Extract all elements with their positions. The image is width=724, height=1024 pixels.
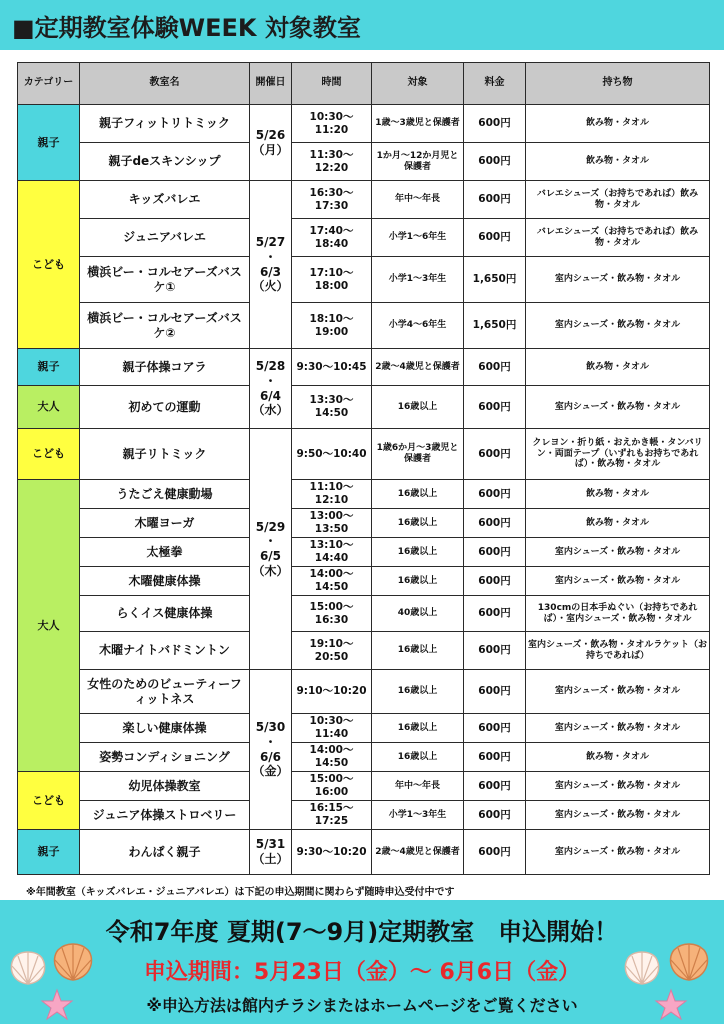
fee-cell: 600円 xyxy=(464,429,526,480)
date-cell-mon xyxy=(250,105,292,181)
class-name: 親子リトミック xyxy=(80,429,250,480)
date-dot: ・ xyxy=(264,373,277,388)
class-name: 親子フィットリトミック xyxy=(80,105,250,143)
target-cell: 2歳～4歳児と保護者 xyxy=(372,349,464,386)
weekday: （月） xyxy=(252,142,289,157)
target-cell: 16歳以上 xyxy=(372,538,464,567)
class-name: 幼児体操教室 xyxy=(80,772,250,801)
items-cell: 飲み物・タオル xyxy=(526,143,710,181)
target-cell: 16歳以上 xyxy=(372,509,464,538)
header-items: 持ち物 xyxy=(526,63,710,105)
date: 6/6 xyxy=(259,749,282,764)
date-cell-sat xyxy=(250,830,292,875)
date-dot: ・ xyxy=(264,734,277,749)
time-cell: 14:00～14:50 xyxy=(292,743,372,772)
fee-cell: 600円 xyxy=(464,509,526,538)
target-cell: 16歳以上 xyxy=(372,480,464,509)
registration-headline: 令和7年度 夏期(7～9月)定期教室 申込開始！ xyxy=(105,918,619,946)
items-cell: 飲み物・タオル xyxy=(526,105,710,143)
target-cell: 16歳以上 xyxy=(372,386,464,429)
time-cell: 13:10～14:40 xyxy=(292,538,372,567)
time-cell: 10:30～11:20 xyxy=(292,105,372,143)
fee-cell: 600円 xyxy=(464,349,526,386)
target-cell: 1歳6か月～3歳児と保護者 xyxy=(372,429,464,480)
category-cell: 大人 xyxy=(18,386,80,429)
annual-class-note: ※年間教室（キッズバレエ・ジュニアバレエ）は下記の申込期間に関わらず随時申込受付中です xyxy=(26,887,455,898)
fee-cell: 600円 xyxy=(464,181,526,219)
date: 5/26 xyxy=(255,127,286,142)
fee-cell: 1,650円 xyxy=(464,257,526,303)
table-row xyxy=(18,429,710,480)
table-row xyxy=(18,670,710,714)
table-row xyxy=(18,480,710,509)
target-cell: 小学1～3年生 xyxy=(372,801,464,830)
items-cell: 室内シューズ・飲み物・タオル xyxy=(526,538,710,567)
header-fee: 料金 xyxy=(464,63,526,105)
date-cell-fri xyxy=(250,670,292,830)
table-row xyxy=(18,538,710,567)
time-cell: 15:00～16:30 xyxy=(292,596,372,632)
class-name: 女性のためのビューティーフィットネス xyxy=(80,670,250,714)
items-cell: 室内シューズ・飲み物・タオル xyxy=(526,714,710,743)
fee-cell: 600円 xyxy=(464,567,526,596)
fee-cell: 600円 xyxy=(464,219,526,257)
table-row xyxy=(18,509,710,538)
items-cell: 室内シューズ・飲み物・タオル xyxy=(526,567,710,596)
items-cell: 飲み物・タオル xyxy=(526,349,710,386)
items-cell: バレエシューズ（お持ちであれば）飲み物・タオル xyxy=(526,219,710,257)
fee-cell: 600円 xyxy=(464,801,526,830)
time-cell: 9:30～10:45 xyxy=(292,349,372,386)
category-cell: こども xyxy=(18,181,80,349)
target-cell: 16歳以上 xyxy=(372,714,464,743)
table-row xyxy=(18,105,710,143)
items-cell: 飲み物・タオル xyxy=(526,509,710,538)
table-row xyxy=(18,714,710,743)
category-cell: 親子 xyxy=(18,830,80,875)
time-cell: 14:00～14:50 xyxy=(292,567,372,596)
fee-cell: 600円 xyxy=(464,743,526,772)
items-cell: 飲み物・タオル xyxy=(526,480,710,509)
table-row xyxy=(18,801,710,830)
items-cell: 室内シューズ・飲み物・タオル xyxy=(526,386,710,429)
table-row xyxy=(18,772,710,801)
date: 6/5 xyxy=(259,549,282,563)
class-name: 初めての運動 xyxy=(80,386,250,429)
date: 5/29 xyxy=(255,519,286,534)
table-row xyxy=(18,143,710,181)
fee-cell: 600円 xyxy=(464,830,526,875)
class-name: 親子体操コアラ xyxy=(80,349,250,386)
date-dot: ・ xyxy=(264,249,277,264)
items-cell: 室内シューズ・飲み物・タオル xyxy=(526,801,710,830)
table-row xyxy=(18,830,710,875)
table-row xyxy=(18,567,710,596)
fee-cell: 600円 xyxy=(464,538,526,567)
category-cell: こども xyxy=(18,429,80,480)
class-name: 楽しい健康体操 xyxy=(80,714,250,743)
class-name: キッズバレエ xyxy=(80,181,250,219)
fee-cell: 1,650円 xyxy=(464,303,526,349)
time-cell: 18:10～19:00 xyxy=(292,303,372,349)
time-cell: 11:10～12:10 xyxy=(292,480,372,509)
items-cell: クレヨン・折り紙・おえかき帳・タンバリン・両面テープ（いずれもお持ちであれば）・飲み物・タオル xyxy=(526,429,710,480)
time-cell: 9:30～10:20 xyxy=(292,830,372,875)
target-cell: 16歳以上 xyxy=(372,670,464,714)
class-name: ジュニア体操ストロベリー xyxy=(80,801,250,830)
date: 5/31 xyxy=(255,837,286,852)
header-date: 開催日 xyxy=(250,63,292,105)
target-cell: 40歳以上 xyxy=(372,596,464,632)
time-cell: 16:30～17:30 xyxy=(292,181,372,219)
time-cell: 13:00～13:50 xyxy=(292,509,372,538)
items-cell: 室内シューズ・飲み物・タオル xyxy=(526,670,710,714)
class-name: らくイス健康体操 xyxy=(80,596,250,632)
class-name: 横浜ビー・コルセアーズバスケ② xyxy=(80,303,250,349)
category-cell: 親子 xyxy=(18,105,80,181)
target-cell: 16歳以上 xyxy=(372,567,464,596)
date: 5/28 xyxy=(255,359,286,374)
category-cell: こども xyxy=(18,772,80,830)
class-name: 太極拳 xyxy=(80,538,250,567)
target-cell: 小学4～6年生 xyxy=(372,303,464,349)
weekday: （木） xyxy=(252,563,289,578)
fee-cell: 600円 xyxy=(464,714,526,743)
fee-cell: 600円 xyxy=(464,143,526,181)
target-cell: 小学1～3年生 xyxy=(372,257,464,303)
registration-method: ※申込方法は館内チラシまたはホームページをご覧ください xyxy=(146,996,578,1015)
header-class-name: 教室名 xyxy=(80,63,250,105)
table-row xyxy=(18,349,710,386)
time-cell: 17:10～18:00 xyxy=(292,257,372,303)
registration-period: 申込期間：5月23日（金）～ 6月6日（金） xyxy=(143,960,581,985)
table-row xyxy=(18,257,710,303)
items-cell: 飲み物・タオル xyxy=(526,743,710,772)
fee-cell: 600円 xyxy=(464,386,526,429)
time-cell: 10:30～11:40 xyxy=(292,714,372,743)
class-name: 親子deスキンシップ xyxy=(80,143,250,181)
fee-cell: 600円 xyxy=(464,480,526,509)
target-cell: 1か月～12か月児と保護者 xyxy=(372,143,464,181)
date: 6/4 xyxy=(259,388,282,403)
class-name: ジュニアバレエ xyxy=(80,219,250,257)
date-cell-wed xyxy=(250,349,292,429)
time-cell: 13:30～14:50 xyxy=(292,386,372,429)
fee-cell: 600円 xyxy=(464,632,526,670)
date-cell-thu xyxy=(250,429,292,670)
class-name: わんぱく親子 xyxy=(80,830,250,875)
items-cell: 130cmの日本手ぬぐい（お持ちであれば）・室内シューズ・飲み物・タオル xyxy=(526,596,710,632)
schedule-table-wrapper xyxy=(17,62,709,875)
category-cell: 親子 xyxy=(18,349,80,386)
items-cell: 室内シューズ・飲み物・タオル xyxy=(526,303,710,349)
items-cell: 室内シューズ・飲み物・タオル xyxy=(526,772,710,801)
time-cell: 11:30～12:20 xyxy=(292,143,372,181)
time-cell: 16:15～17:25 xyxy=(292,801,372,830)
target-cell: 16歳以上 xyxy=(372,743,464,772)
fee-cell: 600円 xyxy=(464,670,526,714)
date-dot: ・ xyxy=(264,534,277,549)
class-name: 木曜健康体操 xyxy=(80,567,250,596)
time-cell: 19:10～20:50 xyxy=(292,632,372,670)
fee-cell: 600円 xyxy=(464,772,526,801)
items-cell: 室内シューズ・飲み物・タオル xyxy=(526,830,710,875)
page-title: ■定期教室体験WEEK 対象教室 xyxy=(12,14,361,42)
weekday: （土） xyxy=(252,852,289,866)
class-name: 木曜ヨーガ xyxy=(80,509,250,538)
fee-cell: 600円 xyxy=(464,105,526,143)
time-cell: 17:40～18:40 xyxy=(292,219,372,257)
target-cell: 1歳～3歳児と保護者 xyxy=(372,105,464,143)
date: 5/30 xyxy=(255,720,286,735)
weekday: （金） xyxy=(252,764,289,779)
date: 6/3 xyxy=(259,264,282,279)
class-name: うたごえ健康動場 xyxy=(80,480,250,509)
target-cell: 小学1～6年生 xyxy=(372,219,464,257)
time-cell: 15:00～16:00 xyxy=(292,772,372,801)
table-row xyxy=(18,386,710,429)
table-row xyxy=(18,743,710,772)
fee-cell: 600円 xyxy=(464,596,526,632)
table-row xyxy=(18,219,710,257)
target-cell: 年中～年長 xyxy=(372,181,464,219)
items-cell: バレエシューズ（お持ちであれば）飲み物・タオル xyxy=(526,181,710,219)
class-name: 姿勢コンディショニング xyxy=(80,743,250,772)
table-row xyxy=(18,303,710,349)
time-cell: 9:10～10:20 xyxy=(292,670,372,714)
schedule-table xyxy=(17,62,710,875)
category-cell: 大人 xyxy=(18,480,80,772)
items-cell: 室内シューズ・飲み物・タオルラケット（お持ちであれば） xyxy=(526,632,710,670)
target-cell: 16歳以上 xyxy=(372,632,464,670)
items-cell: 室内シューズ・飲み物・タオル xyxy=(526,257,710,303)
weekday: （水） xyxy=(252,403,289,418)
target-cell: 年中～年長 xyxy=(372,772,464,801)
date: 5/27 xyxy=(255,235,286,250)
table-header-row xyxy=(18,63,710,105)
header-target: 対象 xyxy=(372,63,464,105)
header-time: 時間 xyxy=(292,63,372,105)
header-category: カテゴリー xyxy=(18,63,80,105)
table-row xyxy=(18,596,710,632)
class-name: 木曜ナイトバドミントン xyxy=(80,632,250,670)
table-row xyxy=(18,181,710,219)
time-cell: 9:50～10:40 xyxy=(292,429,372,480)
class-name: 横浜ビー・コルセアーズバスケ① xyxy=(80,257,250,303)
date-cell-tue xyxy=(250,181,292,349)
table-row xyxy=(18,632,710,670)
target-cell: 2歳～4歳児と保護者 xyxy=(372,830,464,875)
weekday: （火） xyxy=(252,279,289,294)
